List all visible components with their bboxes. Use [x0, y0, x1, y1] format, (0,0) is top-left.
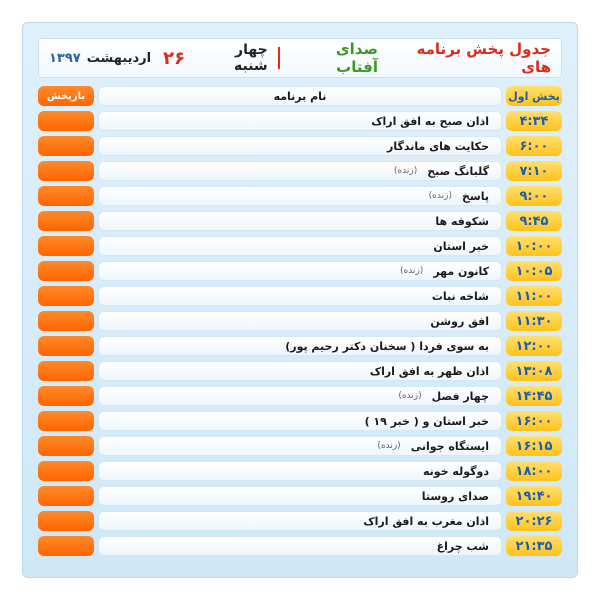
table-row	[38, 386, 562, 406]
table-row	[38, 486, 562, 506]
table-row	[38, 461, 562, 481]
program-time: ۹:۰۰	[506, 186, 562, 206]
header-station-name: صدای آفتاب	[335, 40, 378, 76]
program-title-cell	[98, 111, 502, 131]
program-time: ۱۲:۰۰	[506, 336, 562, 356]
program-time: ۲۰:۲۶	[506, 511, 562, 531]
program-time: ۱۰:۰۵	[506, 261, 562, 281]
program-time: ۱۱:۰۰	[506, 286, 562, 306]
header-title: جدول پخش برنامه های	[416, 40, 551, 76]
header-weekday: چهار شنبه	[234, 42, 268, 74]
rerun-cell	[38, 286, 94, 306]
rerun-cell	[38, 311, 94, 331]
header-divider	[278, 47, 280, 69]
program-time: ۲۱:۳۵	[506, 536, 562, 556]
program-title: به سوی فردا ( سخنان دکتر رحیم پور)	[285, 339, 489, 353]
column-header-rerun: بازپخش	[38, 86, 94, 106]
program-title: اذان ظهر به افق اراک	[369, 364, 489, 378]
table-row	[38, 436, 562, 456]
program-title: پاسخ	[461, 189, 489, 203]
program-title: حکایت های ماندگار	[386, 139, 489, 153]
program-note: (زنده)	[393, 166, 418, 176]
program-time: ۱۸:۰۰	[506, 461, 562, 481]
header-year: ۱۳۹۷	[49, 50, 81, 66]
rerun-cell	[38, 336, 94, 356]
table-row	[38, 361, 562, 381]
table-row	[38, 236, 562, 256]
program-time: ۱۴:۴۵	[506, 386, 562, 406]
column-header-first-broadcast: پخش اول	[506, 86, 562, 106]
program-time: ۱۰:۰۰	[506, 236, 562, 256]
table-row	[38, 211, 562, 231]
program-title: اذان صبح به افق اراک	[371, 114, 489, 128]
rerun-cell	[38, 186, 94, 206]
program-title-cell	[98, 311, 502, 331]
program-time: ۷:۱۰	[506, 161, 562, 181]
rerun-cell	[38, 386, 94, 406]
schedule-header	[38, 38, 562, 78]
program-title: شب چراغ	[436, 539, 489, 553]
table-row	[38, 536, 562, 556]
table-row	[38, 336, 562, 356]
table-header-row	[38, 86, 562, 106]
rerun-cell	[38, 161, 94, 181]
program-time: ۱۶:۱۵	[506, 436, 562, 456]
table-row	[38, 411, 562, 431]
table-row	[38, 136, 562, 156]
program-time: ۹:۴۵	[506, 211, 562, 231]
rerun-cell	[38, 236, 94, 256]
header-day-number: ۲۶	[163, 47, 186, 69]
program-title: صدای روستا	[421, 489, 489, 503]
program-title: افق روشن	[430, 314, 489, 328]
program-title-cell	[98, 336, 502, 356]
program-title-cell	[98, 261, 502, 281]
program-time: ۱۱:۳۰	[506, 311, 562, 331]
program-time: ۶:۰۰	[506, 136, 562, 156]
program-time: ۱۶:۰۰	[506, 411, 562, 431]
rerun-cell	[38, 261, 94, 281]
table-row	[38, 511, 562, 531]
program-title-cell	[98, 211, 502, 231]
program-title: خبر استان	[433, 239, 489, 253]
program-title-cell	[98, 511, 502, 531]
rerun-cell	[38, 411, 94, 431]
table-row	[38, 186, 562, 206]
program-title: شاخه نبات	[431, 289, 489, 303]
program-title-cell	[98, 536, 502, 556]
rerun-cell	[38, 436, 94, 456]
table-row	[38, 111, 562, 131]
column-header-program-name: نام برنامه	[98, 86, 502, 106]
rerun-cell	[38, 361, 94, 381]
program-title-cell	[98, 161, 502, 181]
rerun-cell	[38, 111, 94, 131]
program-title: شکوفه ها	[435, 214, 489, 228]
program-title-cell	[98, 411, 502, 431]
header-month: اردیبهشت	[86, 50, 152, 66]
program-title: چهار فصل	[431, 389, 489, 403]
program-title: گلبانگ صبح	[427, 164, 489, 178]
rerun-cell	[38, 211, 94, 231]
program-title-cell	[98, 436, 502, 456]
table-row	[38, 311, 562, 331]
table-row	[38, 261, 562, 281]
program-title: کانون مهر	[433, 264, 489, 278]
program-title: دوگوله خونه	[422, 464, 489, 478]
program-time: ۱۳:۰۸	[506, 361, 562, 381]
program-note: (زنده)	[398, 391, 422, 401]
table-row	[38, 286, 562, 306]
schedule-table	[38, 86, 562, 556]
program-time: ۱۹:۴۰	[506, 486, 562, 506]
program-title-cell	[98, 286, 502, 306]
program-note: (زنده)	[428, 191, 452, 201]
program-title-cell	[98, 236, 502, 256]
rerun-cell	[38, 136, 94, 156]
program-time: ۴:۳۴	[506, 111, 562, 131]
program-title: ایستگاه جوانی	[410, 439, 489, 453]
program-note: (زنده)	[399, 266, 424, 276]
program-title-cell	[98, 486, 502, 506]
program-title-cell	[98, 386, 502, 406]
program-note: (زنده)	[377, 441, 401, 451]
program-title-cell	[98, 136, 502, 156]
rerun-cell	[38, 461, 94, 481]
program-title: خبر استان و ( خبر ۱۹ )	[364, 414, 489, 428]
program-title-cell	[98, 361, 502, 381]
table-row	[38, 161, 562, 181]
program-title-cell	[98, 186, 502, 206]
rerun-cell	[38, 536, 94, 556]
rerun-cell	[38, 486, 94, 506]
rerun-cell	[38, 511, 94, 531]
program-title: اذان مغرب به افق اراک	[363, 514, 489, 528]
program-title-cell	[98, 461, 502, 481]
